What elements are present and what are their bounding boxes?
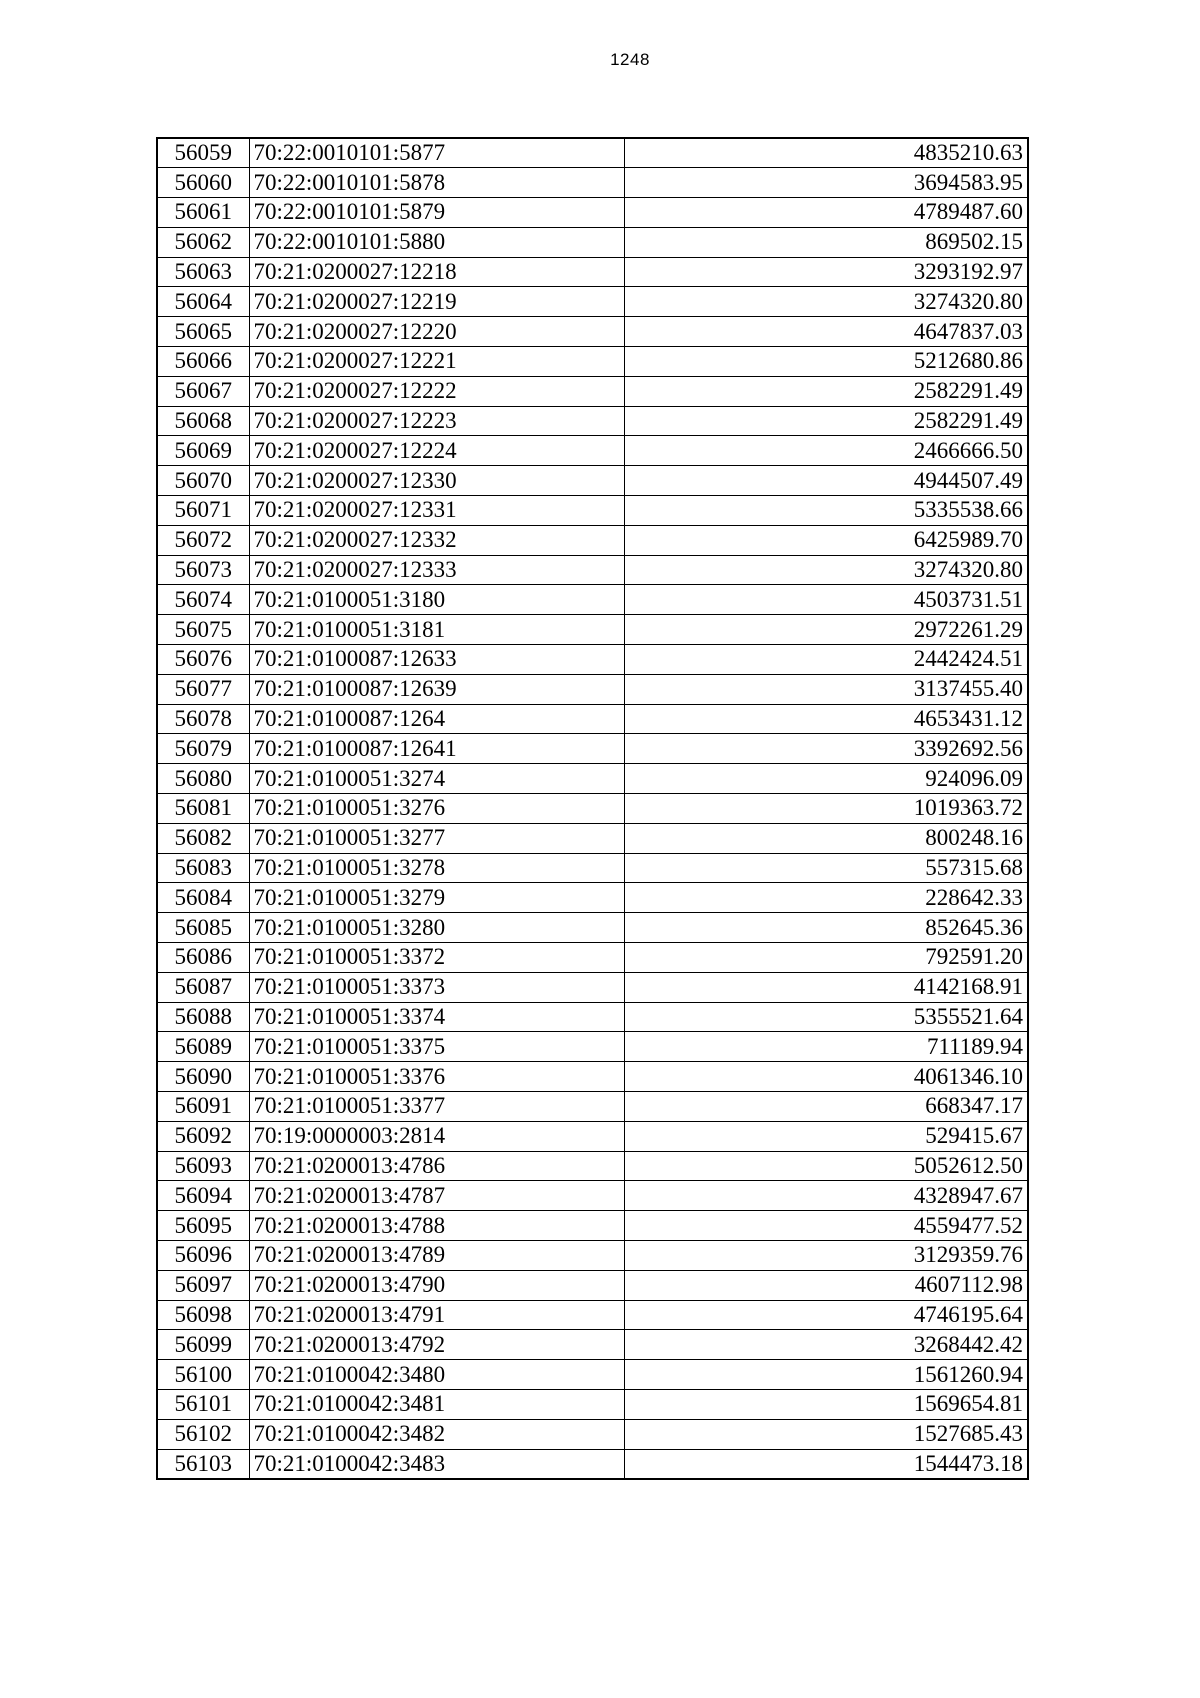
row-number-cell: 56092 [157, 1121, 249, 1151]
cadastral-value-cell: 2582291.49 [624, 376, 1028, 406]
row-number-cell: 56089 [157, 1032, 249, 1062]
cadastral-value-cell: 4142168.91 [624, 972, 1028, 1002]
cadastral-number-cell: 70:21:0100051:3278 [249, 853, 624, 883]
cadastral-number-cell: 70:21:0100051:3280 [249, 913, 624, 943]
cadastral-number-cell: 70:22:0010101:5878 [249, 168, 624, 198]
table-row [157, 1151, 1028, 1181]
cadastral-value-cell: 4328947.67 [624, 1181, 1028, 1211]
table-row [157, 1449, 1028, 1479]
table-row [157, 496, 1028, 526]
row-number-cell: 56071 [157, 496, 249, 526]
row-number-cell: 56074 [157, 585, 249, 615]
row-number-cell: 56077 [157, 674, 249, 704]
cadastral-number-cell: 70:21:0200027:12223 [249, 406, 624, 436]
table-row [157, 764, 1028, 794]
cadastral-number-cell: 70:21:0100051:3277 [249, 823, 624, 853]
cadastral-value-cell: 4653431.12 [624, 704, 1028, 734]
row-number-cell: 56098 [157, 1300, 249, 1330]
table-row [157, 1360, 1028, 1390]
row-number-cell: 56059 [157, 138, 249, 168]
table-row [157, 1181, 1028, 1211]
table-row [157, 734, 1028, 764]
cadastral-number-cell: 70:21:0200027:12333 [249, 555, 624, 585]
row-number-cell: 56072 [157, 525, 249, 555]
table-row [157, 168, 1028, 198]
cadastral-value-cell: 852645.36 [624, 913, 1028, 943]
cadastral-value-cell: 1544473.18 [624, 1449, 1028, 1479]
cadastral-value-cell: 2442424.51 [624, 645, 1028, 675]
cadastral-value-cell: 3137455.40 [624, 674, 1028, 704]
row-number-cell: 56087 [157, 972, 249, 1002]
cadastral-number-cell: 70:21:0200013:4789 [249, 1240, 624, 1270]
cadastral-value-cell: 3274320.80 [624, 287, 1028, 317]
cadastral-value-cell: 668347.17 [624, 1092, 1028, 1122]
row-number-cell: 56097 [157, 1270, 249, 1300]
page-number: 1248 [610, 50, 650, 69]
cadastral-value-cell: 3293192.97 [624, 257, 1028, 287]
row-number-cell: 56065 [157, 317, 249, 347]
cadastral-number-cell: 70:21:0100087:12641 [249, 734, 624, 764]
cadastral-value-cell: 4944507.49 [624, 466, 1028, 496]
cadastral-number-cell: 70:21:0200027:12332 [249, 525, 624, 555]
row-number-cell: 56094 [157, 1181, 249, 1211]
table-row [157, 287, 1028, 317]
cadastral-number-cell: 70:21:0100051:3373 [249, 972, 624, 1002]
table-row [157, 674, 1028, 704]
row-number-cell: 56093 [157, 1151, 249, 1181]
table-row [157, 913, 1028, 943]
table-row [157, 227, 1028, 257]
cadastral-value-cell: 3129359.76 [624, 1240, 1028, 1270]
cadastral-value-cell: 4061346.10 [624, 1062, 1028, 1092]
cadastral-number-cell: 70:21:0100051:3181 [249, 615, 624, 645]
table-row [157, 1300, 1028, 1330]
cadastral-value-cell: 869502.15 [624, 227, 1028, 257]
row-number-cell: 56100 [157, 1360, 249, 1390]
cadastral-value-cell: 1019363.72 [624, 794, 1028, 824]
table-row [157, 645, 1028, 675]
cadastral-number-cell: 70:21:0200027:12221 [249, 347, 624, 377]
row-number-cell: 56078 [157, 704, 249, 734]
row-number-cell: 56067 [157, 376, 249, 406]
row-number-cell: 56085 [157, 913, 249, 943]
row-number-cell: 56101 [157, 1389, 249, 1419]
cadastral-number-cell: 70:21:0100051:3377 [249, 1092, 624, 1122]
cadastral-value-cell: 924096.09 [624, 764, 1028, 794]
cadastral-number-cell: 70:21:0100042:3481 [249, 1389, 624, 1419]
cadastral-value-cell: 4647837.03 [624, 317, 1028, 347]
cadastral-value-cell: 1569654.81 [624, 1389, 1028, 1419]
cadastral-value-cell: 5355521.64 [624, 1002, 1028, 1032]
cadastral-number-cell: 70:21:0200027:12219 [249, 287, 624, 317]
cadastral-value-cell: 2582291.49 [624, 406, 1028, 436]
row-number-cell: 56084 [157, 883, 249, 913]
registry-table-body [157, 138, 1028, 1479]
cadastral-number-cell: 70:21:0200013:4792 [249, 1330, 624, 1360]
cadastral-number-cell: 70:21:0100051:3279 [249, 883, 624, 913]
row-number-cell: 56068 [157, 406, 249, 436]
cadastral-number-cell: 70:22:0010101:5877 [249, 138, 624, 168]
cadastral-number-cell: 70:21:0200013:4787 [249, 1181, 624, 1211]
table-row [157, 257, 1028, 287]
table-row [157, 1032, 1028, 1062]
table-row [157, 794, 1028, 824]
cadastral-number-cell: 70:21:0200013:4790 [249, 1270, 624, 1300]
row-number-cell: 56066 [157, 347, 249, 377]
cadastral-value-cell: 6425989.70 [624, 525, 1028, 555]
cadastral-value-cell: 4746195.64 [624, 1300, 1028, 1330]
row-number-cell: 56083 [157, 853, 249, 883]
row-number-cell: 56062 [157, 227, 249, 257]
cadastral-value-cell: 3274320.80 [624, 555, 1028, 585]
table-row [157, 823, 1028, 853]
cadastral-number-cell: 70:21:0200027:12330 [249, 466, 624, 496]
row-number-cell: 56091 [157, 1092, 249, 1122]
cadastral-value-cell: 228642.33 [624, 883, 1028, 913]
table-row [157, 615, 1028, 645]
table-row [157, 525, 1028, 555]
cadastral-number-cell: 70:22:0010101:5879 [249, 198, 624, 228]
cadastral-number-cell: 70:21:0200027:12224 [249, 436, 624, 466]
table-row [157, 347, 1028, 377]
table-row [157, 1419, 1028, 1449]
table-row [157, 466, 1028, 496]
table-row [157, 555, 1028, 585]
row-number-cell: 56096 [157, 1240, 249, 1270]
row-number-cell: 56090 [157, 1062, 249, 1092]
table-row [157, 376, 1028, 406]
row-number-cell: 56064 [157, 287, 249, 317]
row-number-cell: 56079 [157, 734, 249, 764]
cadastral-value-cell: 1527685.43 [624, 1419, 1028, 1449]
row-number-cell: 56063 [157, 257, 249, 287]
cadastral-value-cell: 4789487.60 [624, 198, 1028, 228]
row-number-cell: 56060 [157, 168, 249, 198]
cadastral-number-cell: 70:21:0100087:12633 [249, 645, 624, 675]
row-number-cell: 56099 [157, 1330, 249, 1360]
table-row [157, 853, 1028, 883]
cadastral-value-cell: 3694583.95 [624, 168, 1028, 198]
row-number-cell: 56088 [157, 1002, 249, 1032]
row-number-cell: 56082 [157, 823, 249, 853]
row-number-cell: 56086 [157, 943, 249, 973]
table-row [157, 1330, 1028, 1360]
row-number-cell: 56103 [157, 1449, 249, 1479]
cadastral-value-cell: 800248.16 [624, 823, 1028, 853]
cadastral-number-cell: 70:21:0100051:3276 [249, 794, 624, 824]
registry-table [156, 137, 1029, 1480]
row-number-cell: 56102 [157, 1419, 249, 1449]
row-number-cell: 56073 [157, 555, 249, 585]
table-row [157, 972, 1028, 1002]
cadastral-value-cell: 5052612.50 [624, 1151, 1028, 1181]
table-row [157, 1062, 1028, 1092]
cadastral-value-cell: 4607112.98 [624, 1270, 1028, 1300]
row-number-cell: 56081 [157, 794, 249, 824]
cadastral-number-cell: 70:19:0000003:2814 [249, 1121, 624, 1151]
cadastral-number-cell: 70:21:0100042:3482 [249, 1419, 624, 1449]
cadastral-value-cell: 5212680.86 [624, 347, 1028, 377]
table-row [157, 317, 1028, 347]
cadastral-number-cell: 70:22:0010101:5880 [249, 227, 624, 257]
cadastral-value-cell: 5335538.66 [624, 496, 1028, 526]
table-row [157, 883, 1028, 913]
cadastral-number-cell: 70:21:0100087:12639 [249, 674, 624, 704]
cadastral-value-cell: 711189.94 [624, 1032, 1028, 1062]
cadastral-value-cell: 1561260.94 [624, 1360, 1028, 1390]
cadastral-value-cell: 3268442.42 [624, 1330, 1028, 1360]
table-row [157, 138, 1028, 168]
cadastral-value-cell: 2466666.50 [624, 436, 1028, 466]
cadastral-number-cell: 70:21:0100051:3274 [249, 764, 624, 794]
row-number-cell: 56069 [157, 436, 249, 466]
cadastral-number-cell: 70:21:0200013:4788 [249, 1211, 624, 1241]
cadastral-number-cell: 70:21:0200013:4791 [249, 1300, 624, 1330]
cadastral-number-cell: 70:21:0100051:3376 [249, 1062, 624, 1092]
cadastral-number-cell: 70:21:0100042:3483 [249, 1449, 624, 1479]
table-row [157, 704, 1028, 734]
cadastral-number-cell: 70:21:0200013:4786 [249, 1151, 624, 1181]
row-number-cell: 56075 [157, 615, 249, 645]
row-number-cell: 56080 [157, 764, 249, 794]
table-row [157, 198, 1028, 228]
table-row [157, 1211, 1028, 1241]
table-row [157, 1389, 1028, 1419]
table-row [157, 1240, 1028, 1270]
cadastral-number-cell: 70:21:0100087:1264 [249, 704, 624, 734]
cadastral-number-cell: 70:21:0200027:12331 [249, 496, 624, 526]
table-row [157, 1270, 1028, 1300]
row-number-cell: 56061 [157, 198, 249, 228]
cadastral-number-cell: 70:21:0200027:12220 [249, 317, 624, 347]
cadastral-number-cell: 70:21:0100051:3375 [249, 1032, 624, 1062]
cadastral-value-cell: 529415.67 [624, 1121, 1028, 1151]
cadastral-number-cell: 70:21:0200027:12222 [249, 376, 624, 406]
cadastral-number-cell: 70:21:0100051:3372 [249, 943, 624, 973]
cadastral-value-cell: 792591.20 [624, 943, 1028, 973]
table-row [157, 943, 1028, 973]
table-row [157, 436, 1028, 466]
table-row [157, 1121, 1028, 1151]
table-row [157, 1002, 1028, 1032]
table-row [157, 406, 1028, 436]
table-row [157, 585, 1028, 615]
row-number-cell: 56095 [157, 1211, 249, 1241]
cadastral-value-cell: 2972261.29 [624, 615, 1028, 645]
table-row [157, 1092, 1028, 1122]
cadastral-value-cell: 4835210.63 [624, 138, 1028, 168]
cadastral-value-cell: 557315.68 [624, 853, 1028, 883]
cadastral-value-cell: 4503731.51 [624, 585, 1028, 615]
row-number-cell: 56070 [157, 466, 249, 496]
row-number-cell: 56076 [157, 645, 249, 675]
cadastral-number-cell: 70:21:0200027:12218 [249, 257, 624, 287]
cadastral-number-cell: 70:21:0100051:3180 [249, 585, 624, 615]
cadastral-number-cell: 70:21:0100042:3480 [249, 1360, 624, 1390]
cadastral-number-cell: 70:21:0100051:3374 [249, 1002, 624, 1032]
cadastral-value-cell: 4559477.52 [624, 1211, 1028, 1241]
cadastral-value-cell: 3392692.56 [624, 734, 1028, 764]
